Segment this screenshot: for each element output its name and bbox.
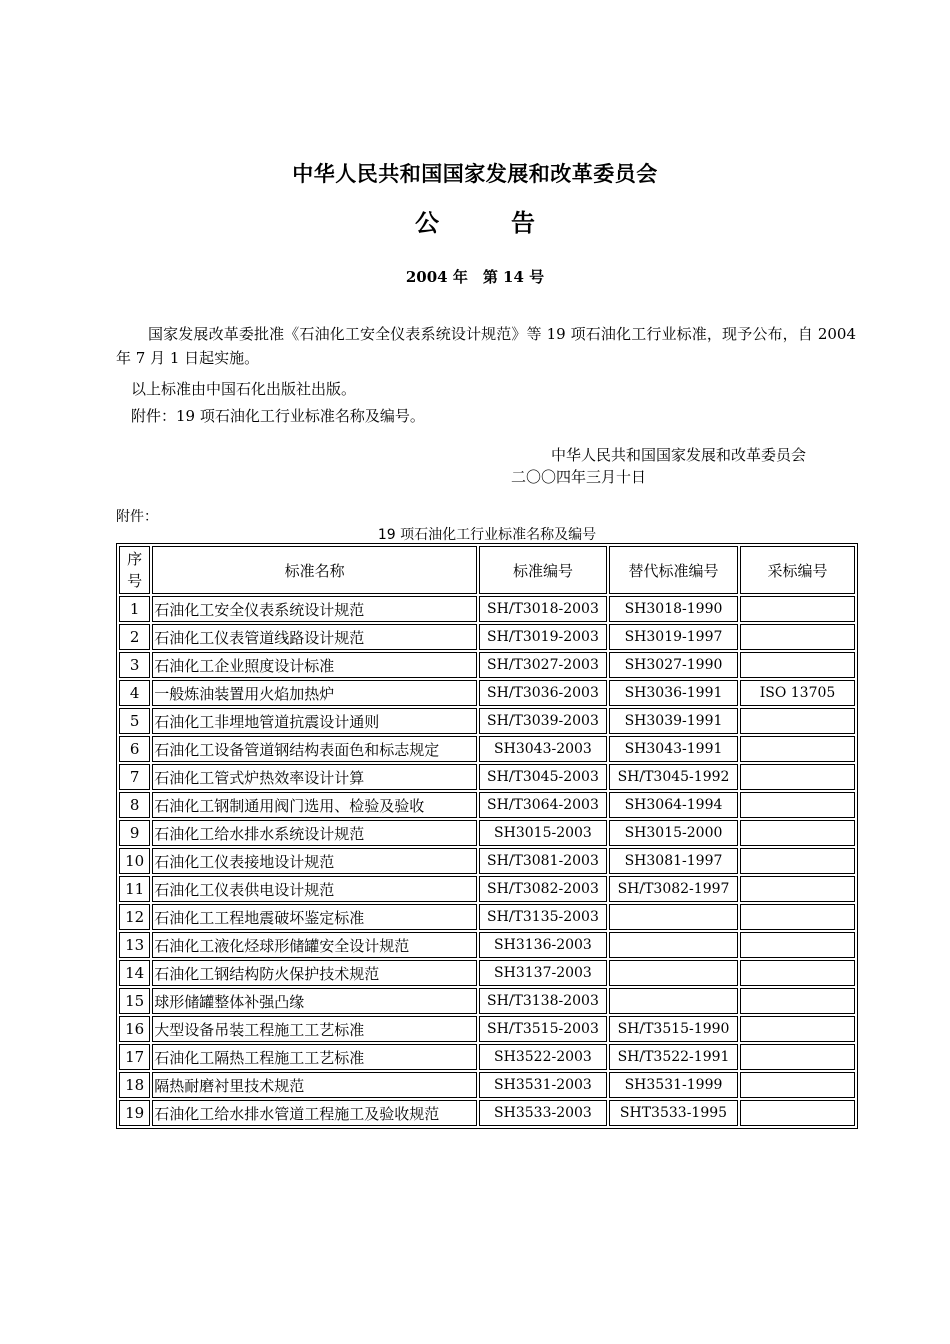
cell-standard-code: SH/T3138-2003	[479, 988, 607, 1014]
cell-replaced-code	[609, 932, 738, 958]
cell-replaced-code: SH3081-1997	[609, 848, 738, 874]
cell-standard-code: SH3531-2003	[479, 1072, 607, 1098]
table-row	[119, 820, 855, 846]
cell-standard-code: SH/T3019-2003	[479, 624, 607, 650]
cell-adopted-code	[740, 652, 855, 678]
standards-table	[116, 543, 858, 1129]
cell-replaced-code: SH/T3522-1991	[609, 1044, 738, 1070]
cell-seq: 8	[119, 792, 150, 818]
cell-adopted-code	[740, 960, 855, 986]
table-row	[119, 988, 855, 1014]
cell-seq: 3	[119, 652, 150, 678]
cell-standard-code: SH3043-2003	[479, 736, 607, 762]
cell-replaced-code: SH3036-1991	[609, 680, 738, 706]
cell-seq: 1	[119, 596, 150, 622]
signature-organization: 中华人民共和国国家发展和改革委员会	[551, 446, 807, 464]
cell-seq: 16	[119, 1016, 150, 1042]
table-row	[119, 848, 855, 874]
table-row	[119, 1072, 855, 1098]
cell-adopted-code	[740, 764, 855, 790]
cell-seq: 19	[119, 1100, 150, 1126]
cell-seq: 5	[119, 708, 150, 734]
header-seq-bottom: 号	[127, 572, 143, 590]
cell-adopted-code	[740, 596, 855, 622]
cell-standard-name: 隔热耐磨衬里技术规范	[152, 1072, 477, 1098]
cell-standard-code: SH/T3135-2003	[479, 904, 607, 930]
cell-replaced-code: SH3015-2000	[609, 820, 738, 846]
cell-standard-name: 石油化工仪表供电设计规范	[152, 876, 477, 902]
cell-seq: 2	[119, 624, 150, 650]
cell-adopted-code	[740, 792, 855, 818]
cell-standard-name: 大型设备吊装工程施工工艺标准	[152, 1016, 477, 1042]
table-body	[119, 596, 855, 1126]
cell-standard-name: 石油化工仪表接地设计规范	[152, 848, 477, 874]
cell-replaced-code: SH3018-1990	[609, 596, 738, 622]
table-row	[119, 652, 855, 678]
cell-standard-code: SH/T3039-2003	[479, 708, 607, 734]
cell-standard-name: 石油化工钢结构防火保护技术规范	[152, 960, 477, 986]
header-name: 标准名称	[152, 546, 477, 594]
cell-replaced-code: SH3064-1994	[609, 792, 738, 818]
publisher-paragraph: 以上标准由中国石化出版社出版。	[131, 380, 357, 398]
table-row	[119, 932, 855, 958]
annex-label: 附件：	[116, 509, 158, 525]
cell-standard-name: 石油化工液化烃球形储罐安全设计规范	[152, 932, 477, 958]
attachment-paragraph: 附件：19 项石油化工行业标准名称及编号。	[131, 407, 425, 425]
table-row	[119, 1100, 855, 1126]
cell-seq: 18	[119, 1072, 150, 1098]
cell-replaced-code	[609, 960, 738, 986]
cell-seq: 15	[119, 988, 150, 1014]
cell-standard-code: SH/T3081-2003	[479, 848, 607, 874]
cell-adopted-code	[740, 848, 855, 874]
document-type-title: 公告	[415, 209, 607, 237]
cell-replaced-code: SH/T3515-1990	[609, 1016, 738, 1042]
cell-adopted-code	[740, 932, 855, 958]
table-row	[119, 708, 855, 734]
cell-standard-code: SH3533-2003	[479, 1100, 607, 1126]
cell-seq: 9	[119, 820, 150, 846]
cell-replaced-code: SH3531-1999	[609, 1072, 738, 1098]
cell-seq: 10	[119, 848, 150, 874]
header-code: 标准编号	[479, 546, 607, 594]
cell-standard-name: 石油化工钢制通用阀门选用、检验及验收	[152, 792, 477, 818]
cell-standard-code: SH/T3018-2003	[479, 596, 607, 622]
table-row	[119, 1016, 855, 1042]
cell-seq: 12	[119, 904, 150, 930]
cell-standard-code: SH/T3036-2003	[479, 680, 607, 706]
table-row	[119, 680, 855, 706]
header-adopted: 采标编号	[740, 546, 855, 594]
announcement-paragraph: 国家发展改革委批准《石油化工安全仪表系统设计规范》等 19 项石油化工行业标准，现予公布，自 2004 年 7 月 1 日起实施。	[116, 325, 856, 367]
table-header-row	[119, 546, 855, 594]
cell-standard-code: SH/T3045-2003	[479, 764, 607, 790]
cell-seq: 7	[119, 764, 150, 790]
cell-replaced-code: SH3019-1997	[609, 624, 738, 650]
cell-replaced-code: SH/T3082-1997	[609, 876, 738, 902]
header-replaced: 替代标准编号	[609, 546, 738, 594]
cell-replaced-code: SH3043-1991	[609, 736, 738, 762]
cell-standard-code: SH/T3027-2003	[479, 652, 607, 678]
cell-replaced-code	[609, 988, 738, 1014]
cell-seq: 17	[119, 1044, 150, 1070]
cell-replaced-code: SH3039-1991	[609, 708, 738, 734]
cell-replaced-code: SH3027-1990	[609, 652, 738, 678]
cell-adopted-code	[740, 876, 855, 902]
cell-seq: 6	[119, 736, 150, 762]
table-caption: 19 项石油化工行业标准名称及编号	[377, 527, 597, 543]
cell-replaced-code	[609, 904, 738, 930]
header-seq-top: 序	[127, 550, 143, 568]
table-row	[119, 960, 855, 986]
cell-standard-name: 一般炼油装置用火焰加热炉	[152, 680, 477, 706]
cell-standard-name: 石油化工管式炉热效率设计计算	[152, 764, 477, 790]
cell-seq: 14	[119, 960, 150, 986]
table-row	[119, 596, 855, 622]
cell-standard-name: 球形储罐整体补强凸缘	[152, 988, 477, 1014]
cell-standard-name: 石油化工安全仪表系统设计规范	[152, 596, 477, 622]
table-row	[119, 764, 855, 790]
cell-standard-name: 石油化工非埋地管道抗震设计通则	[152, 708, 477, 734]
table-row	[119, 624, 855, 650]
cell-standard-code: SH3015-2003	[479, 820, 607, 846]
cell-adopted-code	[740, 708, 855, 734]
cell-standard-code: SH/T3064-2003	[479, 792, 607, 818]
cell-adopted-code	[740, 736, 855, 762]
cell-adopted-code	[740, 1016, 855, 1042]
table-row	[119, 736, 855, 762]
cell-standard-name: 石油化工设备管道钢结构表面色和标志规定	[152, 736, 477, 762]
cell-seq: 13	[119, 932, 150, 958]
table-row	[119, 1044, 855, 1070]
issuing-authority-title: 中华人民共和国国家发展和改革委员会	[292, 162, 658, 186]
cell-standard-code: SH3136-2003	[479, 932, 607, 958]
cell-adopted-code: ISO 13705	[740, 680, 855, 706]
cell-seq: 11	[119, 876, 150, 902]
cell-standard-name: 石油化工工程地震破坏鉴定标准	[152, 904, 477, 930]
table-row	[119, 904, 855, 930]
cell-replaced-code: SH/T3045-1992	[609, 764, 738, 790]
cell-standard-code: SH/T3515-2003	[479, 1016, 607, 1042]
cell-standard-code: SH3522-2003	[479, 1044, 607, 1070]
cell-standard-code: SH/T3082-2003	[479, 876, 607, 902]
cell-standard-name: 石油化工企业照度设计标准	[152, 652, 477, 678]
cell-adopted-code	[740, 820, 855, 846]
cell-adopted-code	[740, 904, 855, 930]
table-row	[119, 876, 855, 902]
issue-number: 2004 年 第 14 号	[405, 268, 545, 286]
cell-adopted-code	[740, 1072, 855, 1098]
cell-adopted-code	[740, 1044, 855, 1070]
table-row	[119, 792, 855, 818]
cell-standard-name: 石油化工给水排水系统设计规范	[152, 820, 477, 846]
cell-seq: 4	[119, 680, 150, 706]
cell-adopted-code	[740, 988, 855, 1014]
cell-standard-code: SH3137-2003	[479, 960, 607, 986]
signature-date: 二〇〇四年三月十日	[511, 468, 647, 486]
cell-standard-name: 石油化工仪表管道线路设计规范	[152, 624, 477, 650]
header-seq	[119, 546, 150, 594]
cell-adopted-code	[740, 624, 855, 650]
cell-standard-name: 石油化工给水排水管道工程施工及验收规范	[152, 1100, 477, 1126]
cell-adopted-code	[740, 1100, 855, 1126]
cell-replaced-code: SHT3533-1995	[609, 1100, 738, 1126]
cell-standard-name: 石油化工隔热工程施工工艺标准	[152, 1044, 477, 1070]
